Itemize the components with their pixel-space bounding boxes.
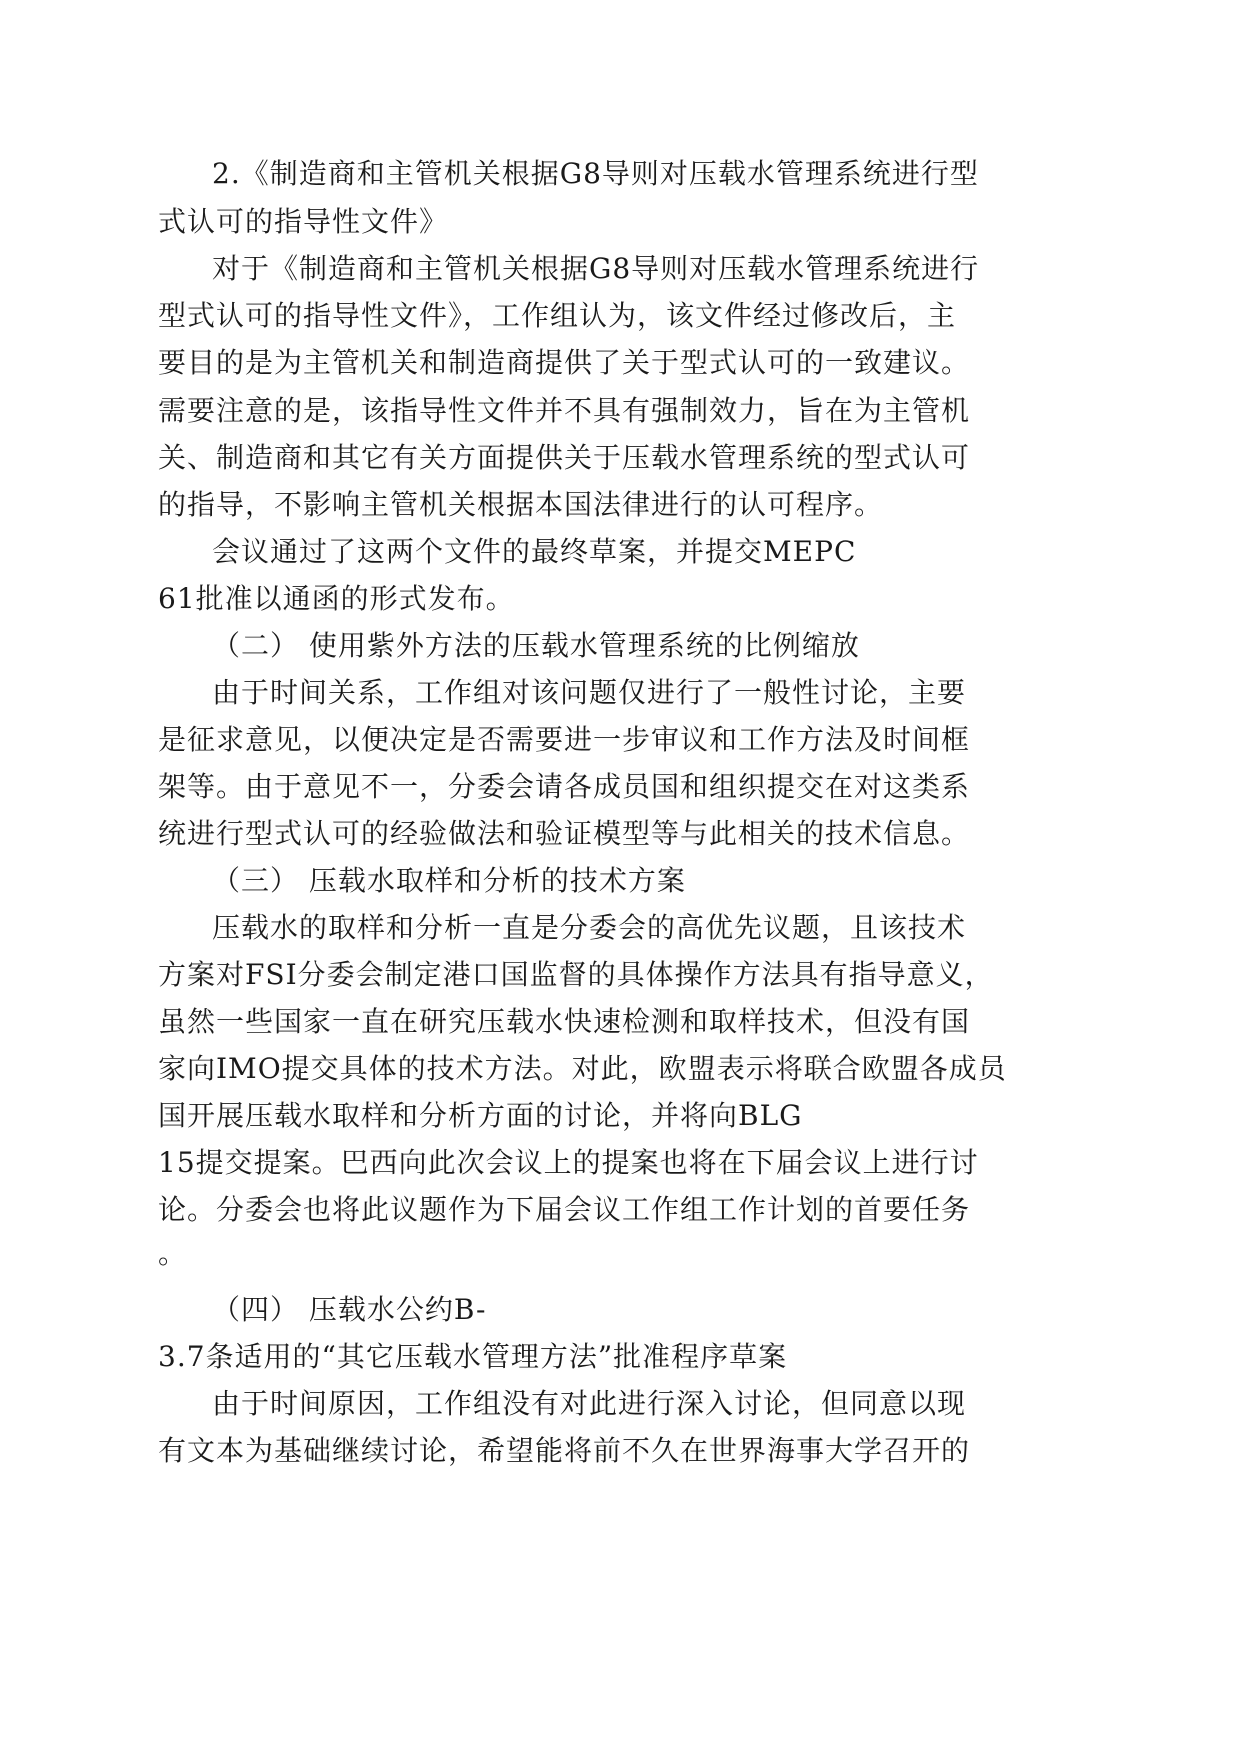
- text-line: 关、制造商和其它有关方面提供关于压载水管理系统的型式认可: [158, 441, 971, 474]
- text-line: 方案对FSI分委会制定港口国监督的具体操作方法具有指导意义，: [158, 958, 994, 991]
- text-line: 型式认可的指导性文件》，工作组认为，该文件经过修改后，主: [158, 299, 957, 332]
- section-heading: （四） 压载水公约B-: [212, 1293, 487, 1326]
- text-line: 要目的是为主管机关和制造商提供了关于型式认可的一致建议。: [158, 346, 971, 379]
- text-line: 架等。由于意见不一，分委会请各成员国和组织提交在对这类系: [158, 770, 971, 803]
- text-line: 国开展压载水取样和分析方面的讨论，并将向BLG: [158, 1099, 803, 1132]
- text-line: 式认可的指导性文件》: [158, 205, 449, 238]
- text-line: 会议通过了这两个文件的最终草案，并提交MEPC: [212, 535, 857, 568]
- text-line: 对于《制造商和主管机关根据G8导则对压载水管理系统进行: [212, 252, 980, 285]
- text-line: 论。分委会也将此议题作为下届会议工作组工作计划的首要任务: [158, 1193, 971, 1226]
- text-line: 是征求意见，以便决定是否需要进一步审议和工作方法及时间框: [158, 723, 971, 756]
- text-line: 压载水的取样和分析一直是分委会的高优先议题，且该技术: [212, 911, 967, 944]
- text-line: 的指导，不影响主管机关根据本国法律进行的认可程序。: [158, 488, 884, 521]
- text-line: 61批准以通函的形式发布。: [158, 582, 515, 615]
- text-line: 家向IMO提交具体的技术方法。对此，欧盟表示将联合欧盟各成员: [158, 1052, 1007, 1085]
- text-line: 有文本为基础继续讨论，希望能将前不久在世界海事大学召开的: [158, 1434, 971, 1467]
- text-line: 虽然一些国家一直在研究压载水快速检测和取样技术，但没有国: [158, 1005, 971, 1038]
- text-line: 统进行型式认可的经验做法和验证模型等与此相关的技术信息。: [158, 817, 971, 850]
- text-line: 由于时间关系，工作组对该问题仅进行了一般性讨论，主要: [212, 676, 967, 709]
- text-line: 。: [158, 1237, 188, 1270]
- text-line: 15提交提案。巴西向此次会议上的提案也将在下届会议上进行讨: [158, 1146, 979, 1179]
- section-heading: 3.7条适用的“其它压载水管理方法”批准程序草案: [158, 1340, 788, 1373]
- section-heading: （二） 使用紫外方法的压载水管理系统的比例缩放: [212, 629, 860, 662]
- text-line: 由于时间原因，工作组没有对此进行深入讨论，但同意以现: [212, 1387, 967, 1420]
- text-line: 需要注意的是，该指导性文件并不具有强制效力，旨在为主管机: [158, 394, 971, 427]
- text-line: 2.《制造商和主管机关根据G8导则对压载水管理系统进行型: [212, 157, 979, 190]
- section-heading: （三） 压载水取样和分析的技术方案: [212, 864, 686, 897]
